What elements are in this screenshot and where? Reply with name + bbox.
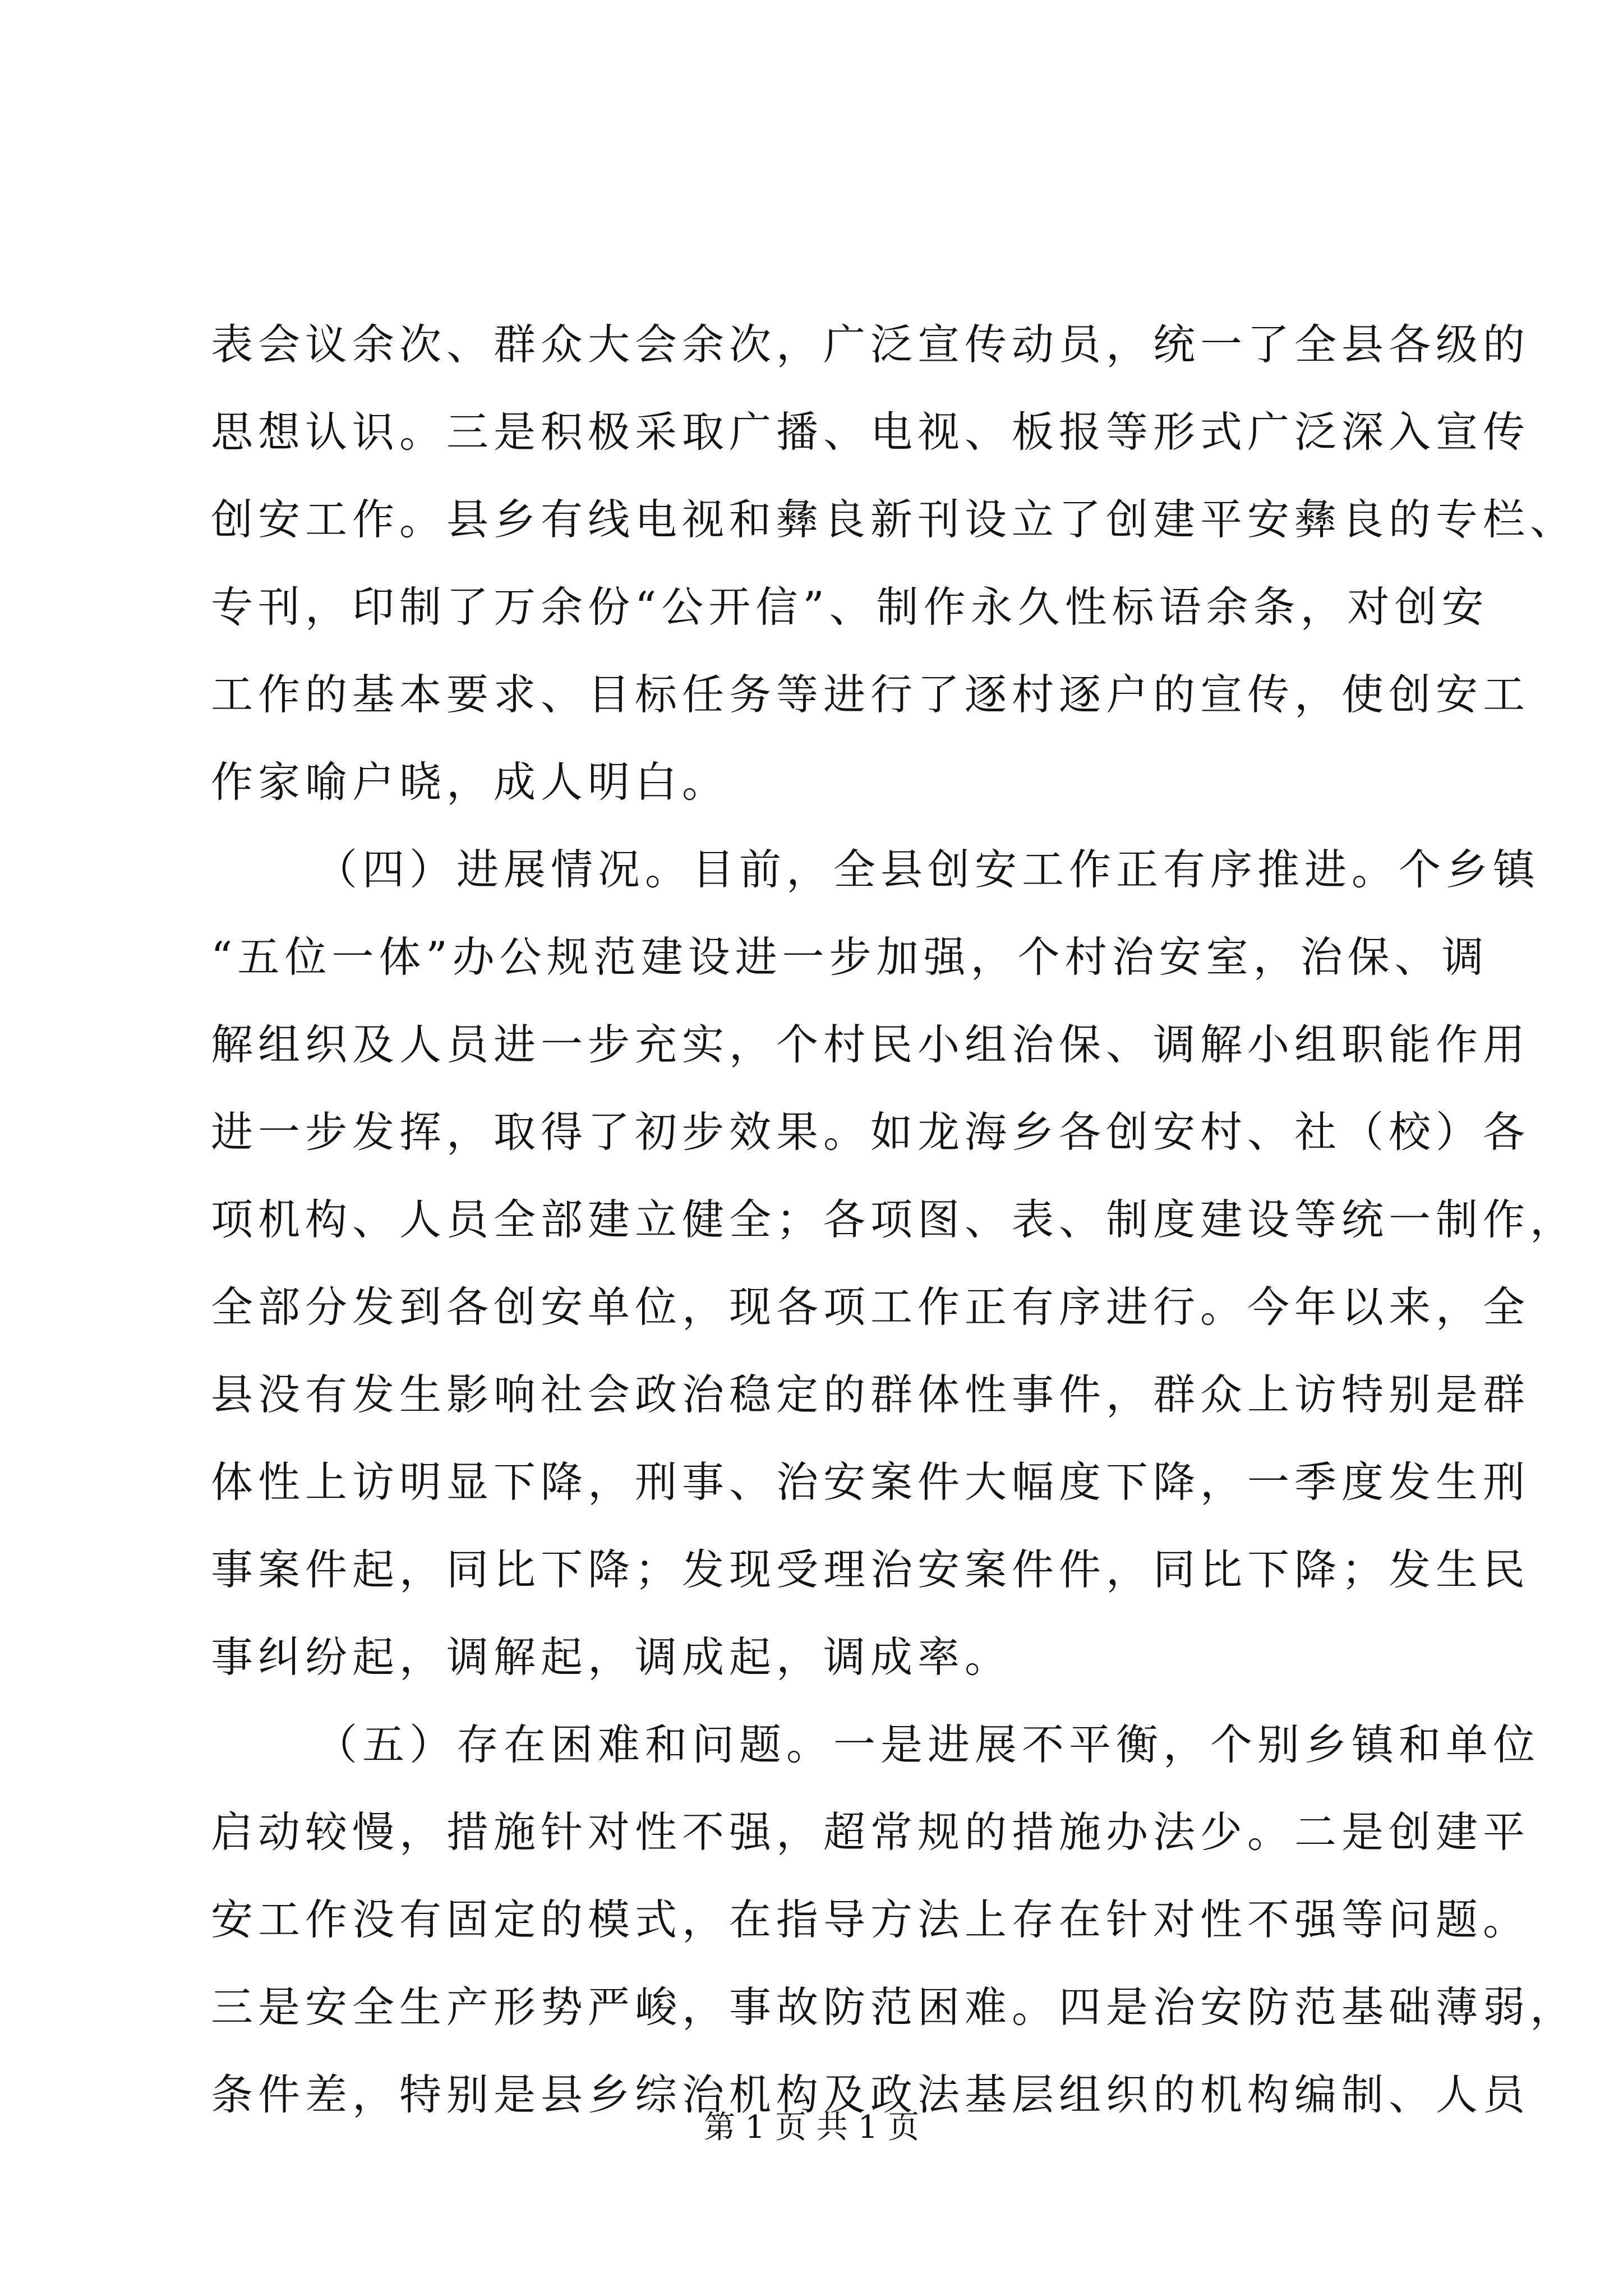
text-line: 事纠纷起，调解起，调成起，调成率。 (211, 1632, 1012, 1682)
text-line: 解组织及人员进一步充实，个村民小组治保、调解小组职能作用 (211, 1020, 1530, 1069)
text-line: 事案件起，同比下降；发现受理治安案件件，同比下降；发生民 (211, 1545, 1530, 1594)
text-line: 条件差，特别是县乡综治机构及政法基层组织的机构编制、人员 (211, 2070, 1530, 2119)
text-line: 专刊，印制了万余份“公开信”、制作永久性标语余条，对创安 (211, 582, 1489, 632)
text-line: 作家喻户晓，成人明白。 (211, 757, 730, 807)
text-line: 安工作没有固定的模式，在指导方法上存在针对性不强等问题。 (211, 1895, 1530, 1944)
text-line: 进一步发挥，取得了初步效果。如龙海乡各创安村、社（校）各 (211, 1107, 1530, 1157)
text-line: 思想认识。三是积极采取广播、电视、板报等形式广泛深入宣传 (211, 407, 1530, 457)
text-line: 三是安全生产形势严峻，事故防范困难。四是治安防范基础薄弱， (211, 1982, 1578, 2032)
document-body (211, 301, 1578, 2138)
page-number-footer: 第 1 页 共 1 页 (703, 2109, 920, 2146)
text-line: 工作的基本要求、目标任务等进行了逐村逐户的宣传，使创安工 (211, 670, 1530, 719)
text-line: 表会议余次、群众大会余次，广泛宣传动员，统一了全县各级的 (211, 320, 1530, 369)
paragraph-start-line: （五）存在困难和问题。一是进展不平衡，个别乡镇和单位 (315, 1720, 1541, 1769)
text-line: 全部分发到各创安单位，现各项工作正有序进行。今年以来，全 (211, 1282, 1530, 1332)
text-line: 县没有发生影响社会政治稳定的群体性事件，群众上访特别是群 (211, 1370, 1530, 1419)
text-line: 创安工作。县乡有线电视和彝良新刊设立了创建平安彝良的专栏、 (211, 495, 1578, 544)
text-line: 启动较慢，措施针对性不强，超常规的措施办法少。二是创建平 (211, 1807, 1530, 1857)
text-line: 项机构、人员全部建立健全；各项图、表、制度建设等统一制作， (211, 1195, 1578, 1244)
paragraph-start-line: （四）进展情况。目前，全县创安工作正有序推进。个乡镇 (315, 845, 1541, 894)
text-line: “五位一体”办公规范建设进一步加强，个村治安室，治保、调 (211, 932, 1489, 982)
text-line: 体性上访明显下降，刑事、治安案件大幅度下降，一季度发生刑 (211, 1457, 1530, 1507)
